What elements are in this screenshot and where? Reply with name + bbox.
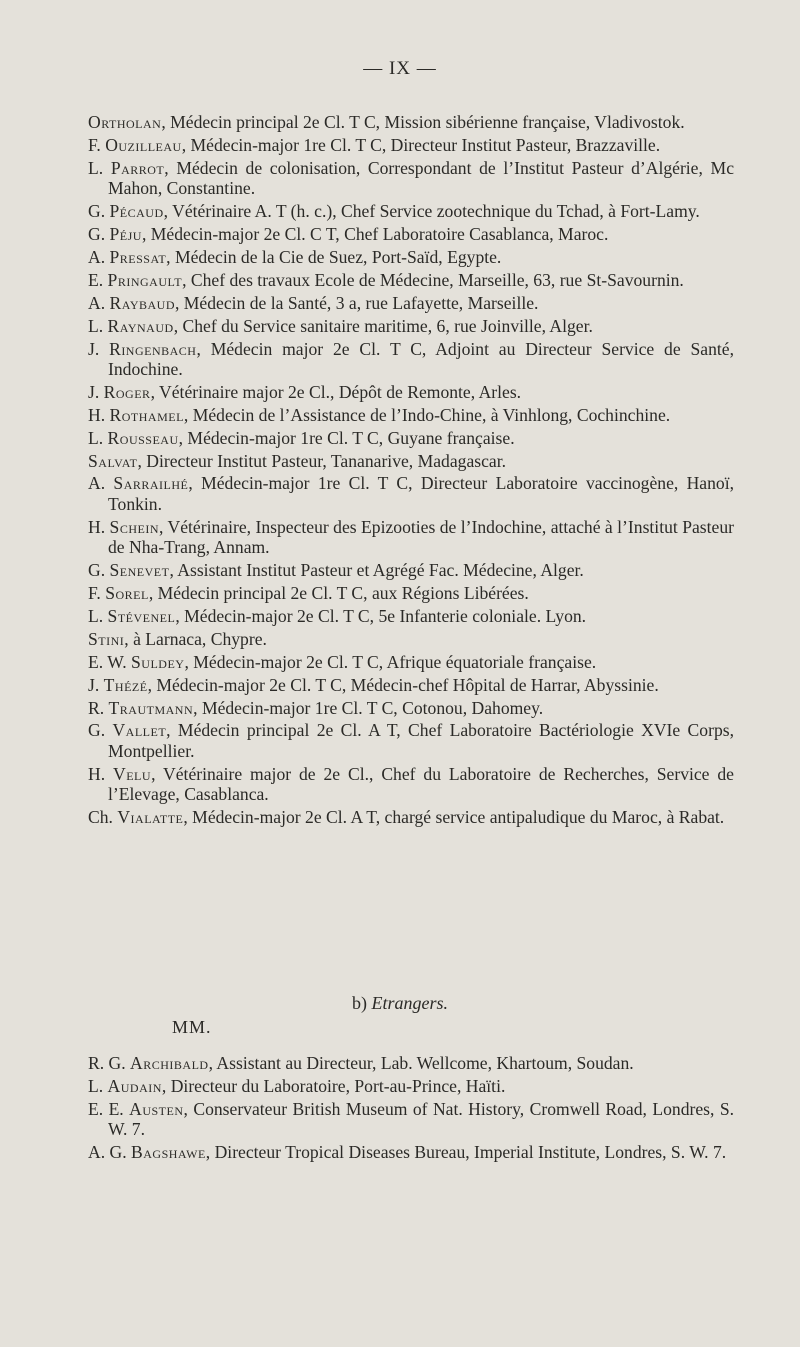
member-details: , Chef du Service sanitaire maritime, 6, rue Joinville, Alger. — [173, 315, 593, 336]
member-details: , Vétérinaire major de 2e Cl., Chef du Laboratoire de Recherches, Service de l’Elevage, Casablanca. — [108, 763, 734, 805]
page-number: — IX — — [363, 58, 437, 79]
member-surname: Pringault — [107, 269, 183, 290]
member-entry — [88, 428, 734, 449]
member-surname: Stini — [88, 628, 125, 649]
member-entry — [88, 1142, 734, 1163]
member-entry — [88, 135, 734, 156]
member-surname: Raybaud — [109, 292, 175, 313]
member-list-french — [88, 112, 734, 830]
member-surname: Suldey — [131, 651, 185, 672]
member-surname: Péju — [109, 224, 142, 245]
member-details: , Médecin-major 1re Cl. T C, Directeur Laboratoire vaccinogène, Hanoï, Tonkin. — [108, 473, 734, 514]
member-initial: E. W. — [88, 651, 132, 672]
member-initial: F. — [88, 134, 106, 155]
member-entry — [88, 764, 734, 805]
member-details: , Médecin-major 2e Cl. T C, 5e Infanterie coloniale. Lyon. — [175, 606, 587, 627]
member-initial: L. — [88, 1075, 108, 1096]
member-entry — [88, 517, 734, 558]
member-surname: Bagshawe — [131, 1142, 206, 1163]
member-surname: Sorel — [105, 583, 149, 604]
member-surname: Rothamel — [109, 404, 184, 425]
member-surname: Stévenel — [107, 606, 176, 627]
member-initial: E. E. — [88, 1098, 130, 1119]
member-initial: L. — [88, 427, 108, 448]
member-details: , à Larnaca, Chypre. — [124, 628, 267, 649]
member-entry — [88, 652, 734, 673]
member-details: , Vétérinaire major 2e Cl., Dépôt de Remonte, Arles. — [150, 381, 522, 402]
member-initial: L. — [88, 606, 108, 627]
member-details: , Médecin-major 2e Cl. C T, Chef Laboratoire Casablanca, Maroc. — [141, 224, 609, 245]
member-initial: H. — [88, 516, 110, 537]
member-initial: A. — [88, 473, 114, 494]
member-details: , Vétérinaire, Inspecteur des Epizooties de l’Indochine, attaché à l’Institut Pasteur de Nha-Trang, Annam. — [108, 516, 734, 558]
member-details: , Médecin de l’Assistance de l’Indo-Chine, à Vinhlong, Cochinchine. — [183, 404, 671, 425]
member-surname: Ringenbach — [109, 338, 197, 359]
member-surname: Pressat — [109, 246, 167, 267]
member-entry — [88, 247, 734, 268]
member-details: , Médecin de la Cie de Suez, Port-Saïd, Egypte. — [166, 246, 502, 267]
member-initial: R. — [88, 697, 109, 718]
member-entry — [88, 720, 734, 761]
member-details: , Conservateur British Museum of Nat. History, Cromwell Road, Londres, S. W. 7. — [108, 1098, 735, 1140]
member-details: , Médecin principal 2e Cl. T C, Mission sibérienne française, Vladivostok. — [161, 112, 685, 132]
member-initial: G. — [88, 720, 113, 741]
member-surname: Vialatte — [117, 807, 184, 828]
member-entry — [88, 675, 734, 696]
member-details: , Vétérinaire A. T (h. c.), Chef Service zootechnique du Tchad, à Fort-Lamy. — [163, 201, 700, 222]
member-surname: Austen — [129, 1098, 184, 1119]
member-entry — [88, 1076, 734, 1097]
section-title: Etrangers. — [371, 993, 448, 1013]
member-details: , Assistant au Directeur, Lab. Wellcome, Khartoum, Soudan. — [208, 1053, 634, 1073]
member-surname: Pécaud — [109, 201, 164, 222]
member-details: , Médecin-major 2e Cl. T C, Médecin-chef Hôpital de Harrar, Abyssinie. — [147, 674, 659, 695]
member-surname: Rousseau — [107, 427, 179, 448]
member-details: , Médecin-major 2e Cl. A T, chargé service antipaludique du Maroc, à Rabat. — [183, 807, 725, 828]
member-details: , Médecin principal 2e Cl. A T, Chef Laboratoire Bactériologie XVIe Corps, Montpellier. — [108, 720, 734, 761]
member-entry — [88, 583, 734, 604]
member-details: , Médecin-major 2e Cl. T C, Afrique équatoriale française. — [184, 651, 597, 672]
member-initial: L. — [88, 157, 111, 178]
member-details: , Directeur du Laboratoire, Port-au-Prince, Haïti. — [161, 1075, 506, 1096]
member-surname: Trautmann — [108, 697, 194, 718]
member-list-foreign — [88, 1053, 734, 1165]
member-surname: Roger — [103, 381, 151, 402]
member-entry — [88, 382, 734, 403]
member-entry — [88, 316, 734, 337]
member-details: , Médecin de la Santé, 3 a, rue Lafayette, Marseille. — [174, 292, 539, 313]
member-entry — [88, 224, 734, 245]
member-initial: E. — [88, 269, 108, 290]
member-entry — [88, 158, 734, 199]
member-surname: Salvat — [88, 450, 138, 471]
member-surname: Ouzilleau — [105, 134, 182, 155]
section-heading-etrangers — [0, 993, 800, 1014]
member-details: , Directeur Institut Pasteur, Tananarive, Madagascar. — [137, 450, 507, 471]
member-initial: J. — [88, 674, 104, 695]
member-entry — [88, 698, 734, 719]
member-initial: A. — [88, 292, 110, 313]
member-initial: J. — [88, 381, 104, 402]
member-entry — [88, 807, 734, 828]
member-initial: J. — [88, 338, 110, 359]
member-entry — [88, 112, 734, 133]
member-surname: Audain — [107, 1075, 162, 1096]
member-entry — [88, 270, 734, 291]
member-details: , Médecin-major 1re Cl. T C, Directeur Institut Pasteur, Brazzaville. — [181, 134, 661, 155]
member-details: , Médecin major 2e Cl. T C, Adjoint au Directeur Service de Santé, Indochine. — [108, 338, 734, 380]
member-surname: Vallet — [112, 720, 167, 741]
member-initial: G. — [88, 201, 110, 222]
member-surname: Thézé — [103, 674, 148, 695]
member-details: , Assistant Institut Pasteur et Agrégé Fac. Médecine, Alger. — [169, 560, 584, 581]
member-surname: Senevet — [109, 560, 170, 581]
member-entry — [88, 473, 734, 514]
member-details: , Médecin-major 1re Cl. T C, Guyane française. — [178, 427, 515, 448]
member-initial: A. — [88, 246, 110, 267]
member-surname: Velu — [113, 763, 152, 784]
member-entry — [88, 560, 734, 581]
member-surname: Raynaud — [107, 315, 174, 336]
member-initial: G. — [88, 224, 110, 245]
section-label: b) — [352, 993, 372, 1013]
member-surname: Parrot — [110, 157, 165, 178]
member-initial: A. G. — [88, 1142, 132, 1163]
member-initial: L. — [88, 315, 108, 336]
member-entry — [88, 405, 734, 426]
member-entry — [88, 629, 734, 650]
member-entry — [88, 1099, 734, 1140]
member-details: , Médecin principal 2e Cl. T C, aux Régions Libérées. — [148, 583, 529, 604]
member-surname: Ortholan — [88, 112, 162, 132]
member-surname: Archibald — [130, 1053, 209, 1073]
member-initial: Ch. — [88, 807, 118, 828]
member-initial: F. — [88, 583, 106, 604]
member-entry — [88, 451, 734, 472]
member-details: , Directeur Tropical Diseases Bureau, Imperial Institute, Londres, S. W. 7. — [205, 1142, 727, 1163]
member-surname: Sarrailhé — [113, 473, 189, 494]
member-entry — [88, 606, 734, 627]
member-details: , Médecin-major 1re Cl. T C, Cotonou, Dahomey. — [193, 697, 544, 718]
member-entry — [88, 1053, 734, 1074]
mm-label: MM. — [172, 1017, 212, 1037]
member-surname: Schein — [109, 516, 159, 537]
member-initial: H. — [88, 763, 114, 784]
member-entry — [88, 293, 734, 314]
member-initial: H. — [88, 404, 110, 425]
member-entry — [88, 201, 734, 222]
member-details: , Chef des travaux Ecole de Médecine, Marseille, 63, rue St-Savournin. — [182, 269, 684, 290]
member-initial: G. — [88, 560, 110, 581]
member-initial: R. G. — [88, 1053, 131, 1073]
member-entry — [88, 339, 734, 380]
member-details: , Médecin de colonisation, Correspondant de l’Institut Pasteur d’Algérie, Mc Mahon, Constantine. — [108, 157, 735, 199]
